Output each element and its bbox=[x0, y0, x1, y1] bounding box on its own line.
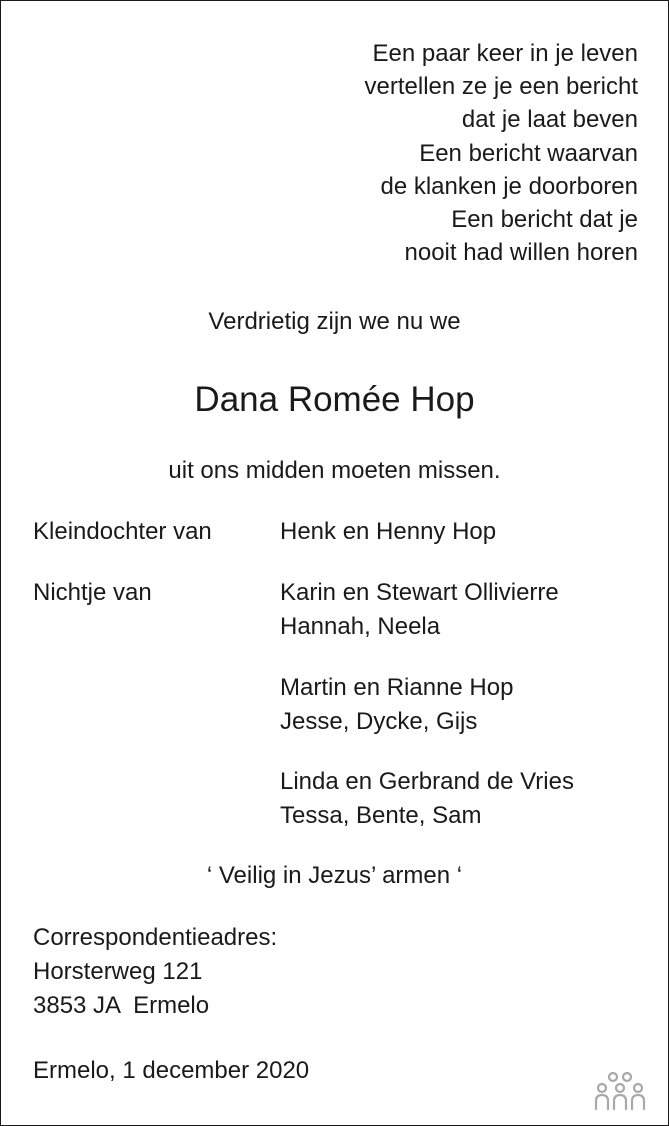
family-block bbox=[280, 765, 574, 833]
poem-line: vertellen ze je een bericht bbox=[364, 73, 638, 101]
intro-text: Verdrietig zijn we nu we bbox=[208, 308, 461, 335]
family-parents: Karin en Stewart Ollivierre bbox=[280, 579, 559, 606]
poem-line: Een paar keer in je leven bbox=[372, 40, 638, 67]
family-children: Tessa, Bente, Sam bbox=[280, 802, 482, 829]
address-label: Correspondentieadres: bbox=[33, 924, 278, 951]
place-date: Ermelo, 1 december 2020 bbox=[33, 1057, 310, 1084]
poem-line: nooit had willen horen bbox=[404, 239, 638, 267]
poem-line: de klanken je doorboren bbox=[380, 172, 638, 200]
family-parents: Linda en Gerbrand de Vries bbox=[280, 768, 574, 795]
people-group-icon bbox=[594, 1071, 646, 1111]
address-city: 3853 JA Ermelo bbox=[33, 992, 210, 1019]
family-block bbox=[280, 576, 559, 644]
motto: ‘ Veilig in Jezus’ armen ‘ bbox=[206, 862, 463, 889]
grandparents-names: Henk en Henny Hop bbox=[280, 518, 497, 545]
poem-line: Een bericht waarvan bbox=[419, 139, 638, 167]
family-block bbox=[280, 671, 513, 739]
family-children: Jesse, Dycke, Gijs bbox=[280, 708, 478, 735]
niece-label: Nichtje van bbox=[33, 579, 152, 606]
granddaughter-label: Kleindochter van bbox=[33, 518, 212, 545]
deceased-name: Dana Romée Hop bbox=[194, 380, 475, 419]
family-parents: Martin en Rianne Hop bbox=[280, 674, 514, 701]
grandparents bbox=[280, 515, 496, 549]
poem-line: dat je laat beven bbox=[461, 106, 638, 134]
correspondence-address bbox=[33, 921, 277, 1023]
family-children: Hannah, Neela bbox=[280, 613, 441, 640]
address-street: Horsterweg 121 bbox=[33, 958, 203, 985]
poem-line: Een bericht dat je bbox=[451, 206, 638, 234]
poem bbox=[365, 37, 639, 269]
outro-text: uit ons midden moeten missen. bbox=[168, 457, 501, 484]
